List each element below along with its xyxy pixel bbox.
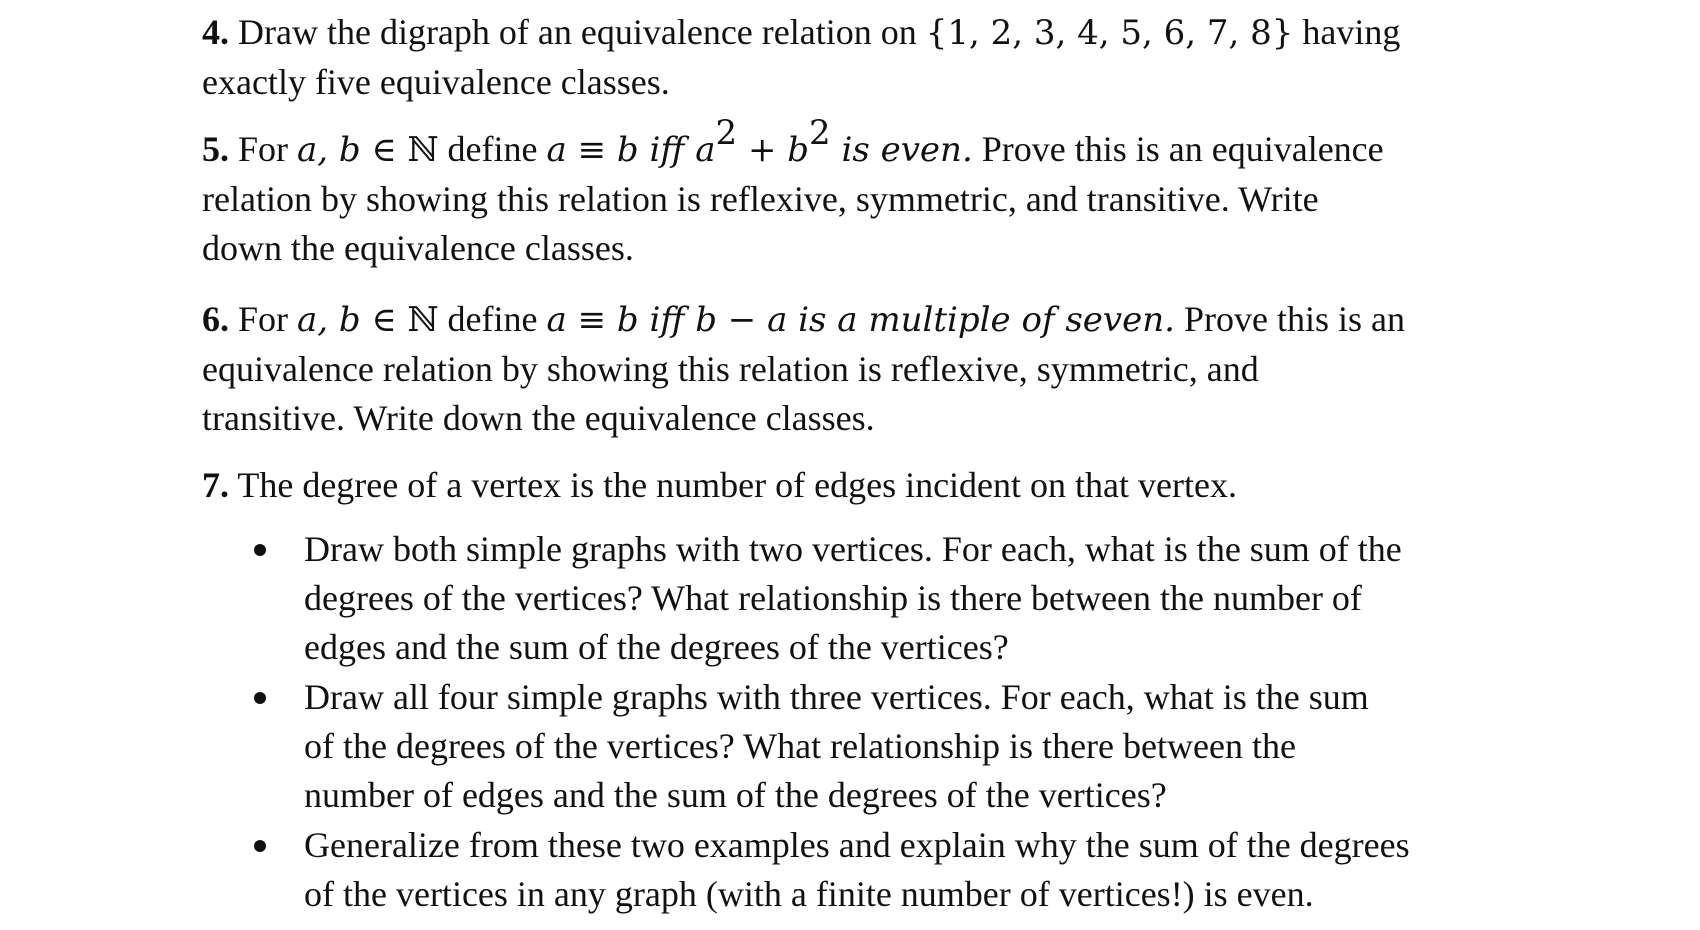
problem-7-text: The degree of a vertex is the number of edges incident on that vertex.: [229, 465, 1237, 505]
problem-6-line-3: transitive. Write down the equivalence classes.: [202, 398, 875, 438]
problem-4-number: 4.: [202, 12, 229, 52]
bullet-1-line-2: degrees of the vertices? What relationship is there between the number of: [304, 578, 1362, 618]
problem-6: [202, 295, 1602, 443]
problem-4-line-2: exactly five equivalence classes.: [202, 62, 670, 102]
bullet-1-line-3: edges and the sum of the degrees of the vertices?: [304, 627, 1009, 667]
problem-4-set: {1, 2, 3, 4, 5, 6, 7, 8}: [925, 13, 1294, 53]
problem-6-ab: a, b: [297, 300, 361, 340]
problem-5-line-2: relation by showing this relation is reflexive, symmetric, and transitive. Write: [202, 179, 1319, 219]
problem-5-relation: a ≡ b iff a: [546, 130, 716, 170]
bullet-2-line-1: Draw all four simple graphs with three vertices. For each, what is the sum: [304, 677, 1369, 717]
bullet-2-line-2: of the degrees of the vertices? What relationship is there between the: [304, 726, 1296, 766]
problem-4-text-after: having: [1293, 12, 1401, 52]
problem-6-relation: a ≡ b iff b − a is a multiple of seven.: [546, 300, 1175, 340]
bullet-icon: [254, 840, 266, 852]
document-page: [202, 8, 1602, 919]
bullet-icon: [254, 692, 266, 704]
bullet-3-line-1: Generalize from these two examples and explain why the sum of the degrees: [304, 825, 1410, 865]
problem-5-exp-2: 2: [809, 113, 831, 153]
problem-5-exp-1: 2: [715, 113, 738, 153]
problem-5-ab: a, b: [297, 130, 361, 170]
problem-6-line-2: equivalence relation by showing this relation is reflexive, symmetric, and: [202, 349, 1259, 389]
problem-5-line-3: down the equivalence classes.: [202, 228, 634, 268]
problem-5-number: 5.: [202, 129, 229, 169]
problem-5-for: For: [229, 129, 298, 169]
problem-4: [202, 8, 1602, 107]
problem-6-define: define: [438, 299, 547, 339]
problem-7: [202, 461, 1602, 510]
problem-5: [202, 113, 1602, 273]
bullet-3-line-2: of the vertices in any graph (with a finite number of vertices!) is even.: [304, 874, 1314, 914]
problem-5-in-n: ∈ ℕ: [360, 130, 439, 170]
problem-7-bullet-list: [202, 525, 1602, 919]
problem-5-rest: Prove this is an equivalence: [972, 129, 1384, 169]
bullet-icon: [254, 544, 266, 556]
problem-6-rest: Prove this is an: [1174, 299, 1405, 339]
problem-4-text: Draw the digraph of an equivalence relation on: [229, 12, 926, 52]
problem-7-number: 7.: [202, 465, 229, 505]
list-item: [202, 673, 1602, 820]
problem-6-for: For: [229, 299, 298, 339]
problem-5-is-even: is even.: [830, 130, 973, 170]
problem-6-number: 6.: [202, 299, 229, 339]
list-item: [202, 525, 1602, 672]
bullet-1-line-1: Draw both simple graphs with two vertices. For each, what is the sum of the: [304, 529, 1402, 569]
problem-5-define: define: [438, 129, 547, 169]
problem-5-plus-b: + b: [737, 130, 810, 170]
bullet-2-line-3: number of edges and the sum of the degrees of the vertices?: [304, 775, 1167, 815]
list-item: [202, 821, 1602, 919]
problem-6-in-n: ∈ ℕ: [360, 300, 439, 340]
